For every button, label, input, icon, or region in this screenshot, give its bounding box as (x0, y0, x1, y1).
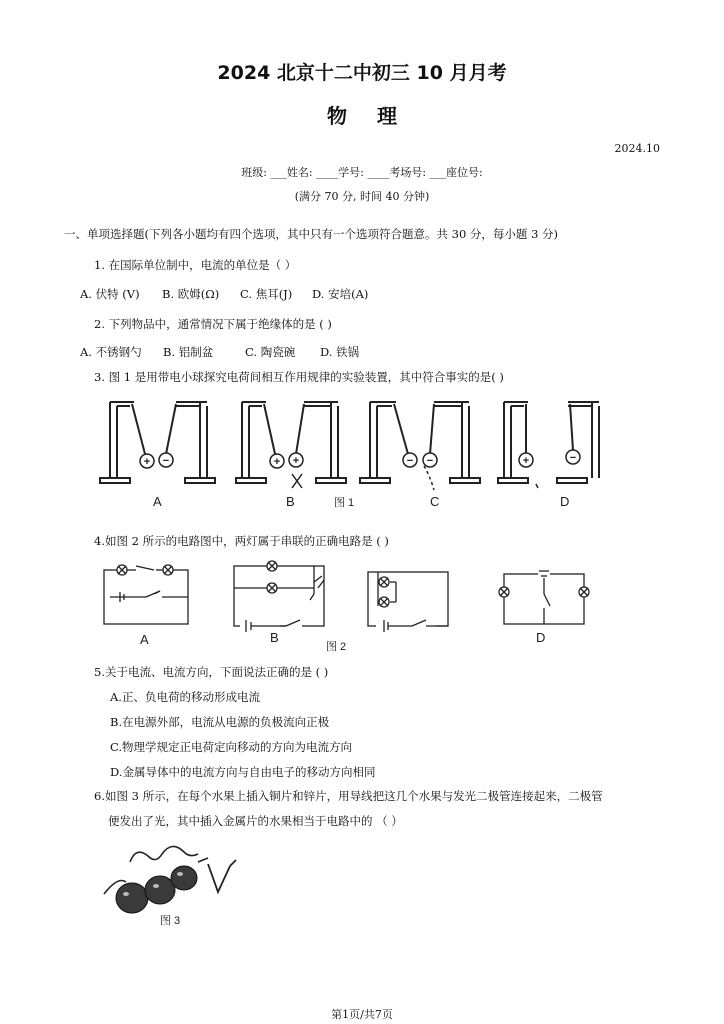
figure-1-charged-balls (90, 392, 610, 514)
q6-stem-line1: 6.如图 3 所示，在每个水果上插入铜片和锌片，用导线把这几个水果与发光二极管连接起来，二极管 (94, 789, 603, 803)
svg-text:+: + (522, 455, 530, 467)
svg-text:−: − (426, 455, 434, 467)
q5-option-a: A.正、负电荷的移动形成电流 (110, 690, 260, 704)
svg-text:+: + (292, 455, 300, 467)
wire-icon (130, 846, 198, 862)
q1-stem: 1. 在国际单位制中，电流的单位是（ ） (94, 258, 297, 272)
q5-option-d: D.金属导体中的电流方向与自由电子的移动方向相同 (110, 765, 376, 779)
fig1-stand-b (236, 402, 346, 488)
fig1-label-a: A (153, 494, 162, 509)
fig1-label-b: B (286, 494, 295, 509)
q2-option-a: A. 不锈钢勺 (80, 345, 142, 359)
fig2-caption: 图 2 (326, 641, 347, 653)
fig2-label-a: A (140, 632, 149, 647)
page-footer: 第1页/共7页 (331, 1008, 393, 1021)
circuit-c (368, 572, 448, 632)
fig1-caption: 图 1 (334, 497, 355, 509)
q3-stem: 3. 图 1 是用带电小球探究电荷间相互作用规律的实验装置，其中符合事实的是( ) (94, 370, 504, 384)
fruit-icon (116, 883, 148, 913)
subject-title: 物理 (327, 104, 427, 128)
q1-option-b: B. 欧姆(Ω) (162, 287, 220, 301)
circuit-b (234, 561, 324, 632)
fig1-stand-a (100, 402, 215, 483)
q1-option-c: C. 焦耳(J) (240, 287, 293, 301)
svg-text:−: − (569, 452, 577, 464)
led-icon (208, 864, 230, 892)
q5-option-b: B.在电源外部，电流从电源的负极流向正极 (110, 715, 330, 729)
student-info-line: 班级: ___姓名: ____学号: ____考场号: ___座位号: (241, 166, 483, 179)
svg-text:−: − (406, 455, 414, 467)
exam-title: 2024 北京十二中初三 10 月月考 (217, 62, 507, 84)
fruit-icon (145, 876, 175, 904)
q2-stem: 2. 下列物品中，通常情况下属于绝缘体的是 ( ) (94, 317, 332, 331)
fig1-label-d: D (560, 494, 570, 509)
svg-text:−: − (162, 455, 170, 467)
q4-stem: 4.如图 2 所示的电路图中，两灯属于串联的正确电路是 ( ) (94, 534, 389, 548)
fig2-label-d: D (536, 630, 546, 645)
figure-3-fruit-battery (100, 840, 260, 930)
q5-stem: 5.关于电流、电流方向，下面说法正确的是 ( ) (94, 665, 329, 679)
section-heading: 一、单项选择题(下列各小题均有四个选项，其中只有一个选项符合题意。共 30 分，每小题 3 分) (64, 227, 559, 241)
q2-option-b: B. 铝制盆 (163, 345, 214, 359)
q1-option-d: D. 安培(A) (312, 287, 369, 301)
fig2-label-b: B (270, 630, 279, 645)
circuit-d (499, 570, 589, 624)
fig1-label-c: C (430, 494, 440, 509)
q5-option-c: C.物理学规定正电荷定向移动的方向为电流方向 (110, 740, 353, 754)
svg-text:+: + (273, 456, 281, 468)
q6-stem-line2: 便发出了光，其中插入金属片的水果相当于电路中的 （ ） (108, 814, 403, 828)
exam-date: 2024.10 (614, 142, 660, 155)
score-time-note: (满分 70 分, 时间 40 分钟) (294, 190, 430, 203)
q2-option-d: D. 铁锅 (320, 345, 360, 359)
figure-2-circuits (96, 560, 596, 656)
fig1-stand-c (360, 402, 480, 490)
q2-option-c: C. 陶瓷碗 (245, 345, 296, 359)
fig1-stand-d (498, 402, 599, 488)
fruit-icon (171, 866, 197, 890)
q1-option-a: A. 伏特 (V) (80, 287, 140, 301)
fig3-caption: 图 3 (160, 915, 181, 927)
circuit-a (104, 565, 188, 624)
svg-text:+: + (143, 456, 151, 468)
